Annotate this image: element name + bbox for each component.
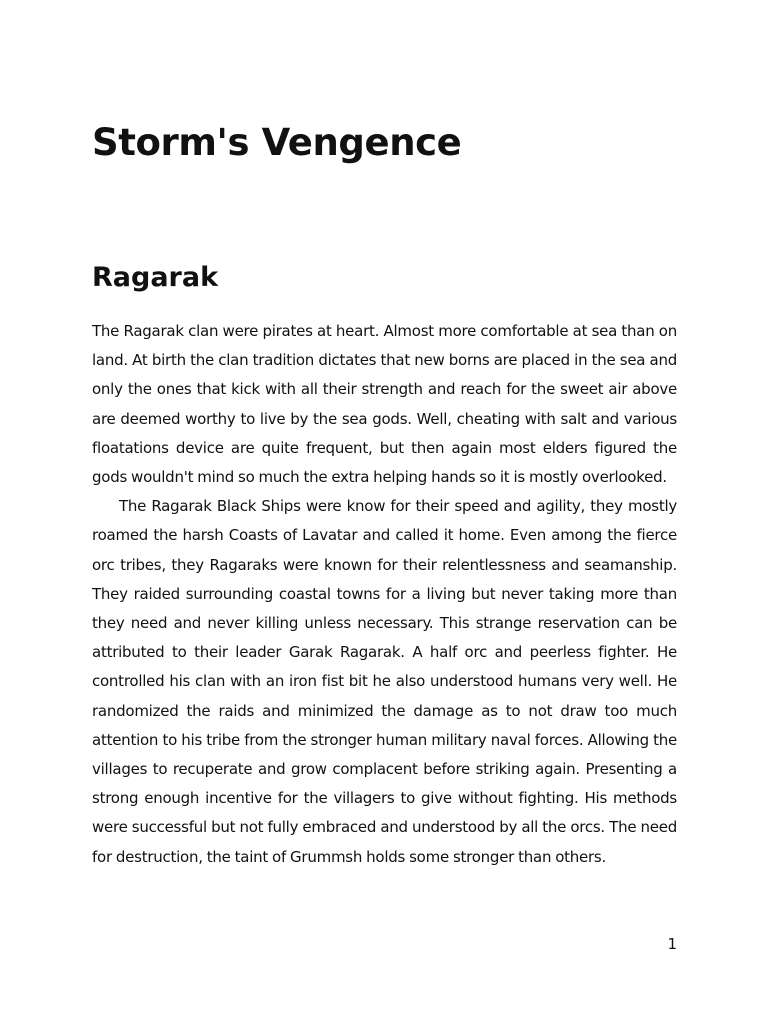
document-title: Storm's Vengence (92, 121, 462, 164)
paragraph-1: The Ragarak clan were pirates at heart. Almost more comfortable at sea than on land. At birth the clan tradition dictates that new borns are placed in the sea and only the ones that kick with all their strength and reach for the sweet air above are deemed worthy to live by the sea gods. Well, cheating with salt and various floatations device are quite frequent, but then again most elders figured the gods wouldn't mind so much the extra helping hands so it is mostly overlooked. (92, 322, 677, 487)
paragraph-2: The Ragarak Black Ships were know for their speed and agility, they mostly roamed the harsh Coasts of Lavatar and called it home. Even among the fierce orc tribes, they Ragaraks were known for their relentlessness and seamanship. They raided surrounding coastal towns for a living but never taking more than they need and never killing unless necessary. This strange reservation can be attributed to their leader Garak Ragarak. A half orc and peerless fighter. He controlled his clan with an iron fist bit he also understood humans very well. He randomized the raids and minimized the damage as to not draw too much attention to his tribe from the stronger human military naval forces. Allowing the villages to recuperate and grow complacent before striking again. Presenting a strong enough incentive for the villagers to give without fighting. His methods were successful but not fully embraced and understood by all the orcs. The need for destruction, the taint of Grummsh holds some stronger than others. (92, 497, 677, 866)
body-text (92, 317, 677, 872)
section-heading: Ragarak (92, 262, 219, 293)
page-number: 1 (667, 935, 677, 953)
